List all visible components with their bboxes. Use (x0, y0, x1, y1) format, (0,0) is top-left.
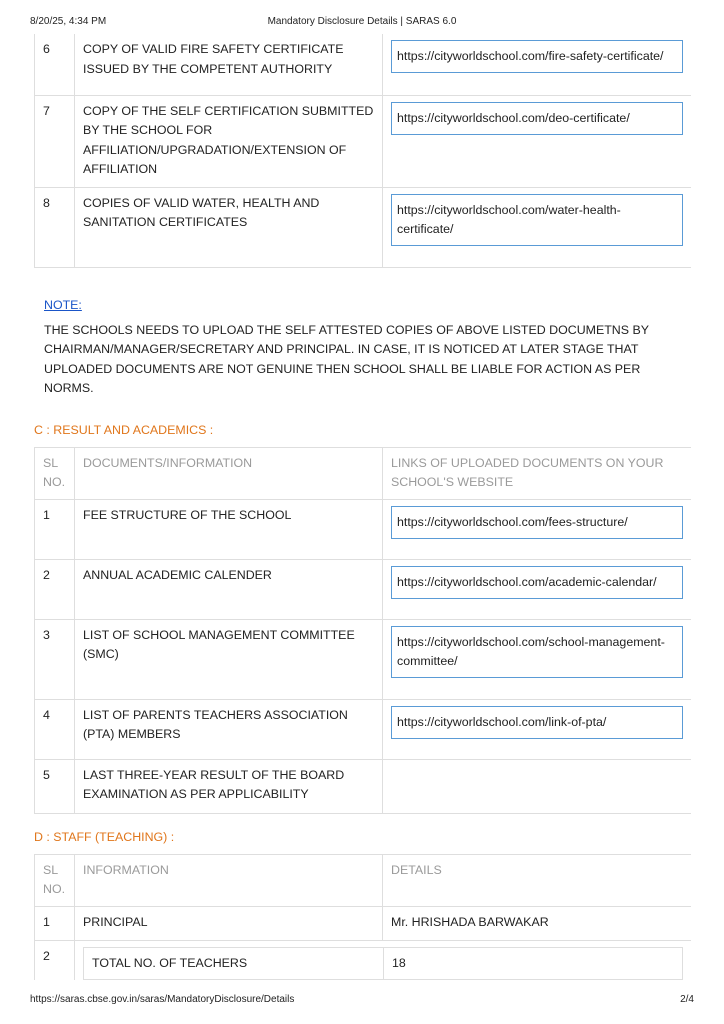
link-cell (383, 699, 691, 759)
sl-cell: 4 (35, 699, 75, 759)
section-d-table (34, 854, 691, 981)
sl-cell: 1 (35, 499, 75, 559)
link-cell (383, 95, 691, 187)
page-number: 2/4 (680, 994, 694, 1005)
link-cell-empty (383, 759, 691, 813)
section-b-table (34, 34, 691, 268)
col-header-doc: DOCUMENTS/INFORMATION (75, 447, 383, 499)
nested-row (84, 947, 683, 980)
doc-cell: COPIES OF VALID WATER, HEALTH AND SANITATION CERTIFICATES (75, 187, 383, 267)
details-cell: Mr. HRISHADA BARWAKAR (383, 906, 691, 940)
doc-cell: ANNUAL ACADEMIC CALENDER (75, 559, 383, 619)
print-footer (30, 994, 694, 1008)
link-cell (383, 34, 691, 95)
section-c-table (34, 447, 691, 814)
doc-cell: LIST OF SCHOOL MANAGEMENT COMMITTEE (SMC) (75, 619, 383, 699)
table-row (35, 559, 691, 619)
col-header-info: INFORMATION (75, 854, 383, 906)
section-c-title: C : RESULT AND ACADEMICS : (34, 422, 214, 437)
sl-cell: 5 (35, 759, 75, 813)
note-title[interactable]: NOTE: (44, 297, 82, 312)
document-link[interactable]: https://cityworldschool.com/academic-calendar/ (391, 566, 683, 599)
page-content (34, 34, 690, 980)
info-cell: PRINCIPAL (75, 906, 383, 940)
section-d-title: D : STAFF (TEACHING) : (34, 829, 175, 844)
info-cell: TOTAL NO. OF TEACHERS (84, 947, 384, 980)
doc-cell: LAST THREE-YEAR RESULT OF THE BOARD EXAMINATION AS PER APPLICABILITY (75, 759, 383, 813)
col-header-link: LINKS OF UPLOADED DOCUMENTS ON YOUR SCHOOL'S WEBSITE (383, 447, 691, 499)
table-row (35, 906, 691, 940)
link-cell (383, 187, 691, 267)
table-row (35, 699, 691, 759)
doc-cell: COPY OF VALID FIRE SAFETY CERTIFICATE ISSUED BY THE COMPETENT AUTHORITY (75, 34, 383, 95)
sl-cell: 1 (35, 906, 75, 940)
sl-cell: 7 (35, 95, 75, 187)
link-cell (383, 559, 691, 619)
details-cell: 18 (384, 947, 683, 980)
sl-cell: 3 (35, 619, 75, 699)
print-title: Mandatory Disclosure Details | SARAS 6.0 (267, 16, 457, 27)
sl-cell: 2 (35, 940, 75, 980)
table-row (35, 34, 691, 95)
table-row (35, 499, 691, 559)
nested-row-cell (75, 940, 691, 980)
document-link[interactable]: https://cityworldschool.com/school-management-committee/ (391, 626, 683, 678)
document-link[interactable]: https://cityworldschool.com/fire-safety-certificate/ (391, 40, 683, 73)
doc-cell: FEE STRUCTURE OF THE SCHOOL (75, 499, 383, 559)
document-link[interactable]: https://cityworldschool.com/link-of-pta/ (391, 706, 683, 739)
print-url: https://saras.cbse.gov.in/saras/MandatoryDisclosure/Details (30, 994, 295, 1005)
doc-cell: COPY OF THE SELF CERTIFICATION SUBMITTED BY THE SCHOOL FOR AFFILIATION/UPGRADATION/EXTENSION OF AFFILIATION (75, 95, 383, 187)
table-row (35, 95, 691, 187)
table-header-row (35, 854, 691, 906)
document-link[interactable]: https://cityworldschool.com/fees-structure/ (391, 506, 683, 539)
note-body: THE SCHOOLS NEEDS TO UPLOAD THE SELF ATTESTED COPIES OF ABOVE LISTED DOCUMETNS BY CHAIRMAN/MANAGER/SECRETARY AND PRINCIPAL. IN CASE, IT IS NOTICED AT LATER STAGE THAT UPLOADED DOCUMENTS ARE NOT GENUINE THEN SCHOOL SHALL BE LIABLE FOR ACTION AS PER NORMS. (44, 322, 649, 395)
table-row (35, 619, 691, 699)
col-header-sl: SL NO. (35, 447, 75, 499)
table-row (35, 940, 691, 980)
nested-table (83, 947, 683, 981)
link-cell (383, 619, 691, 699)
document-link[interactable]: https://cityworldschool.com/deo-certificate/ (391, 102, 683, 135)
print-datetime: 8/20/25, 4:34 PM (30, 16, 107, 27)
link-cell (383, 499, 691, 559)
sl-cell: 8 (35, 187, 75, 267)
table-row (35, 759, 691, 813)
col-header-sl: SL NO. (35, 854, 75, 906)
doc-cell: LIST OF PARENTS TEACHERS ASSOCIATION (PTA) MEMBERS (75, 699, 383, 759)
table-row (35, 187, 691, 267)
table-header-row (35, 447, 691, 499)
sl-cell: 6 (35, 34, 75, 95)
col-header-details: DETAILS (383, 854, 691, 906)
sl-cell: 2 (35, 559, 75, 619)
print-header (30, 16, 694, 30)
document-link[interactable]: https://cityworldschool.com/water-health-certificate/ (391, 194, 683, 246)
